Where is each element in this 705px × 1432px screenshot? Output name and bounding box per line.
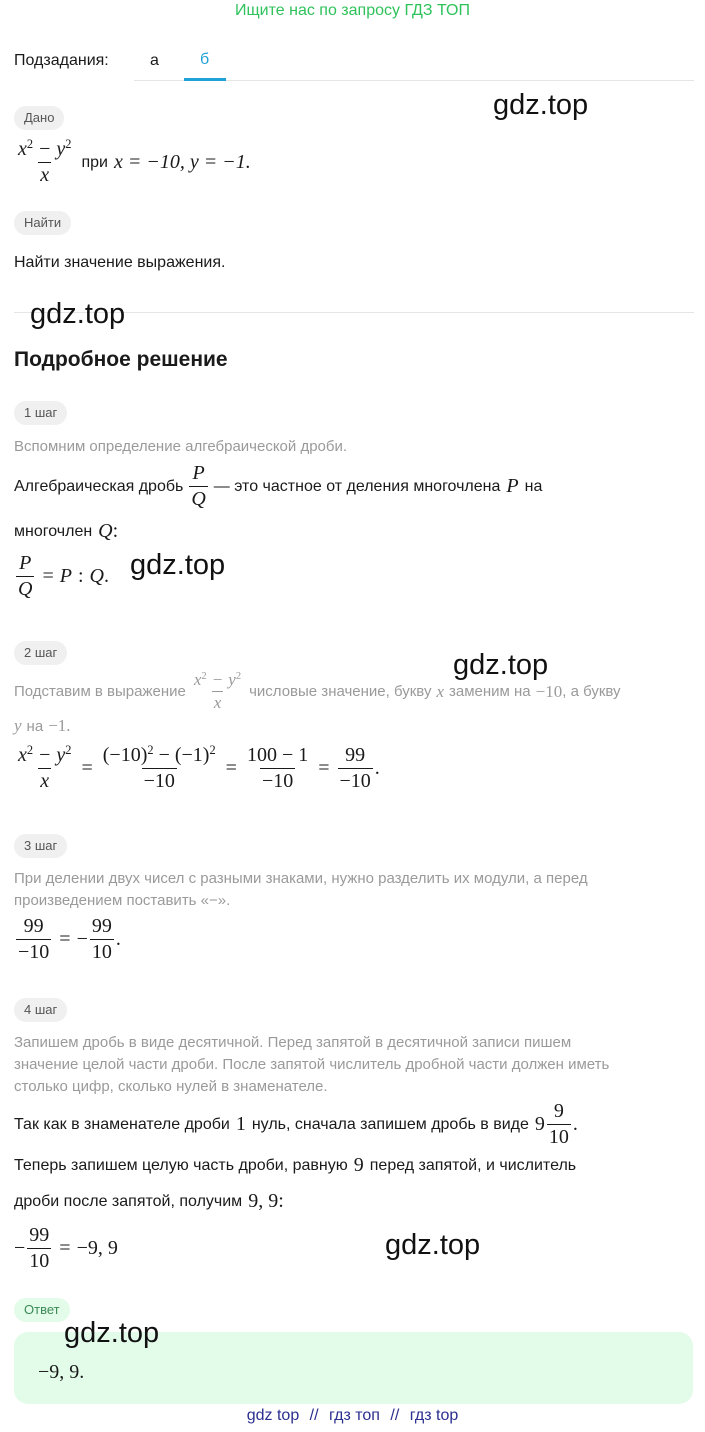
footer-sep-1: // xyxy=(309,1407,319,1424)
step3-hint-2: произведением поставить «−». xyxy=(14,892,231,909)
step4-badge: 4 шаг xyxy=(14,998,67,1022)
tab-b[interactable]: б xyxy=(200,51,210,68)
watermark-2: gdz.top xyxy=(30,298,126,330)
tab-a[interactable]: а xyxy=(150,52,159,69)
given-expression: $\frac{x^2 - y^2}{x}$ при x = −10, y = −1. xyxy=(18,137,251,186)
step4-hint-2: значение целой части дроби. После запятой числитель дробной части должен иметь xyxy=(14,1056,610,1073)
given-badge: Дано xyxy=(14,106,64,130)
answer-value: −9, 9. xyxy=(38,1361,85,1383)
footer-links xyxy=(0,1407,705,1425)
step3-hint-1: При делении двух чисел с разными знаками, нужно разделить их модули, а перед xyxy=(14,870,588,887)
step1-hint: Вспомним определение алгебраической дроби. xyxy=(14,438,348,455)
step1-formula: $\frac{P}{Q}$ = P : Q . xyxy=(18,552,109,600)
step2-hint-line2: y на −1. xyxy=(14,716,71,735)
step4-hint-3: столько цифр, сколько нулей в знаменателе. xyxy=(14,1078,328,1095)
step4-formula: − $\frac{99}{10}$ = −9, 9 xyxy=(14,1224,118,1272)
step3-formula: $\frac{99}{-10}$ = − $\frac{99}{10}$ . xyxy=(18,915,121,963)
footer-link-1[interactable]: gdz top xyxy=(246,1407,300,1424)
given-cond-text: при xyxy=(81,153,108,171)
search-banner: Ищите нас по запросу ГДЗ ТОП xyxy=(235,2,470,19)
find-badge: Найти xyxy=(14,211,71,235)
solution-title: Подробное решение xyxy=(14,348,228,371)
given-cond-values: x = −10, y = −1. xyxy=(113,151,251,173)
footer-sep-2: // xyxy=(390,1407,400,1424)
footer-link-3[interactable]: гдз top xyxy=(409,1407,459,1424)
watermark-3: gdz.top xyxy=(130,549,226,581)
find-text: Найти значение выражения. xyxy=(14,254,226,271)
step1-line2: многочлен Q : xyxy=(14,520,119,542)
step1-badge: 1 шаг xyxy=(14,401,67,425)
step4-line1: Так как в знаменателе дроби 1 нуль, сначала запишем дробь в виде 9 $\frac{9}{10}$ . xyxy=(14,1100,578,1148)
step4-line2: Теперь запишем целую часть дроби, равную 9 перед запятой, и числитель xyxy=(14,1154,577,1176)
footer-link-2[interactable]: гдз топ xyxy=(329,1407,380,1424)
step3-badge: 3 шаг xyxy=(14,834,67,858)
watermark-4: gdz.top xyxy=(453,649,549,681)
watermark-6: gdz.top xyxy=(64,1317,160,1349)
step4-line3: дроби после запятой, получим 9, 9: xyxy=(14,1190,284,1212)
watermark-1: gdz.top xyxy=(493,89,589,121)
step4-hint-1: Запишем дробь в виде десятичной. Перед запятой в десятичной записи пишем xyxy=(14,1034,572,1051)
watermark-5: gdz.top xyxy=(385,1229,481,1261)
answer-badge: Ответ xyxy=(14,1298,70,1322)
step2-badge: 2 шаг xyxy=(14,641,67,665)
step2-formula: $\frac{x^2 - y^2}{x}$ = $\frac{(-10)^2 - (-1)^2}{-10}$ = $\frac{100 - 1}{-10}$ = $\frac{99}{-10}$ . xyxy=(18,743,380,792)
step1-line1: Алгебраическая дробь $\frac{P}{Q}$ — это частное от деления многочлена P на xyxy=(14,462,543,510)
tab-b-underline xyxy=(184,78,226,81)
step2-hint-line1: Подставим в выражение $\frac{x^2 - y^2}{x}$ числовые значение, букву x заменим на −10 , а букву xyxy=(14,670,621,712)
subtasks-label: Подзадания: xyxy=(14,52,109,69)
